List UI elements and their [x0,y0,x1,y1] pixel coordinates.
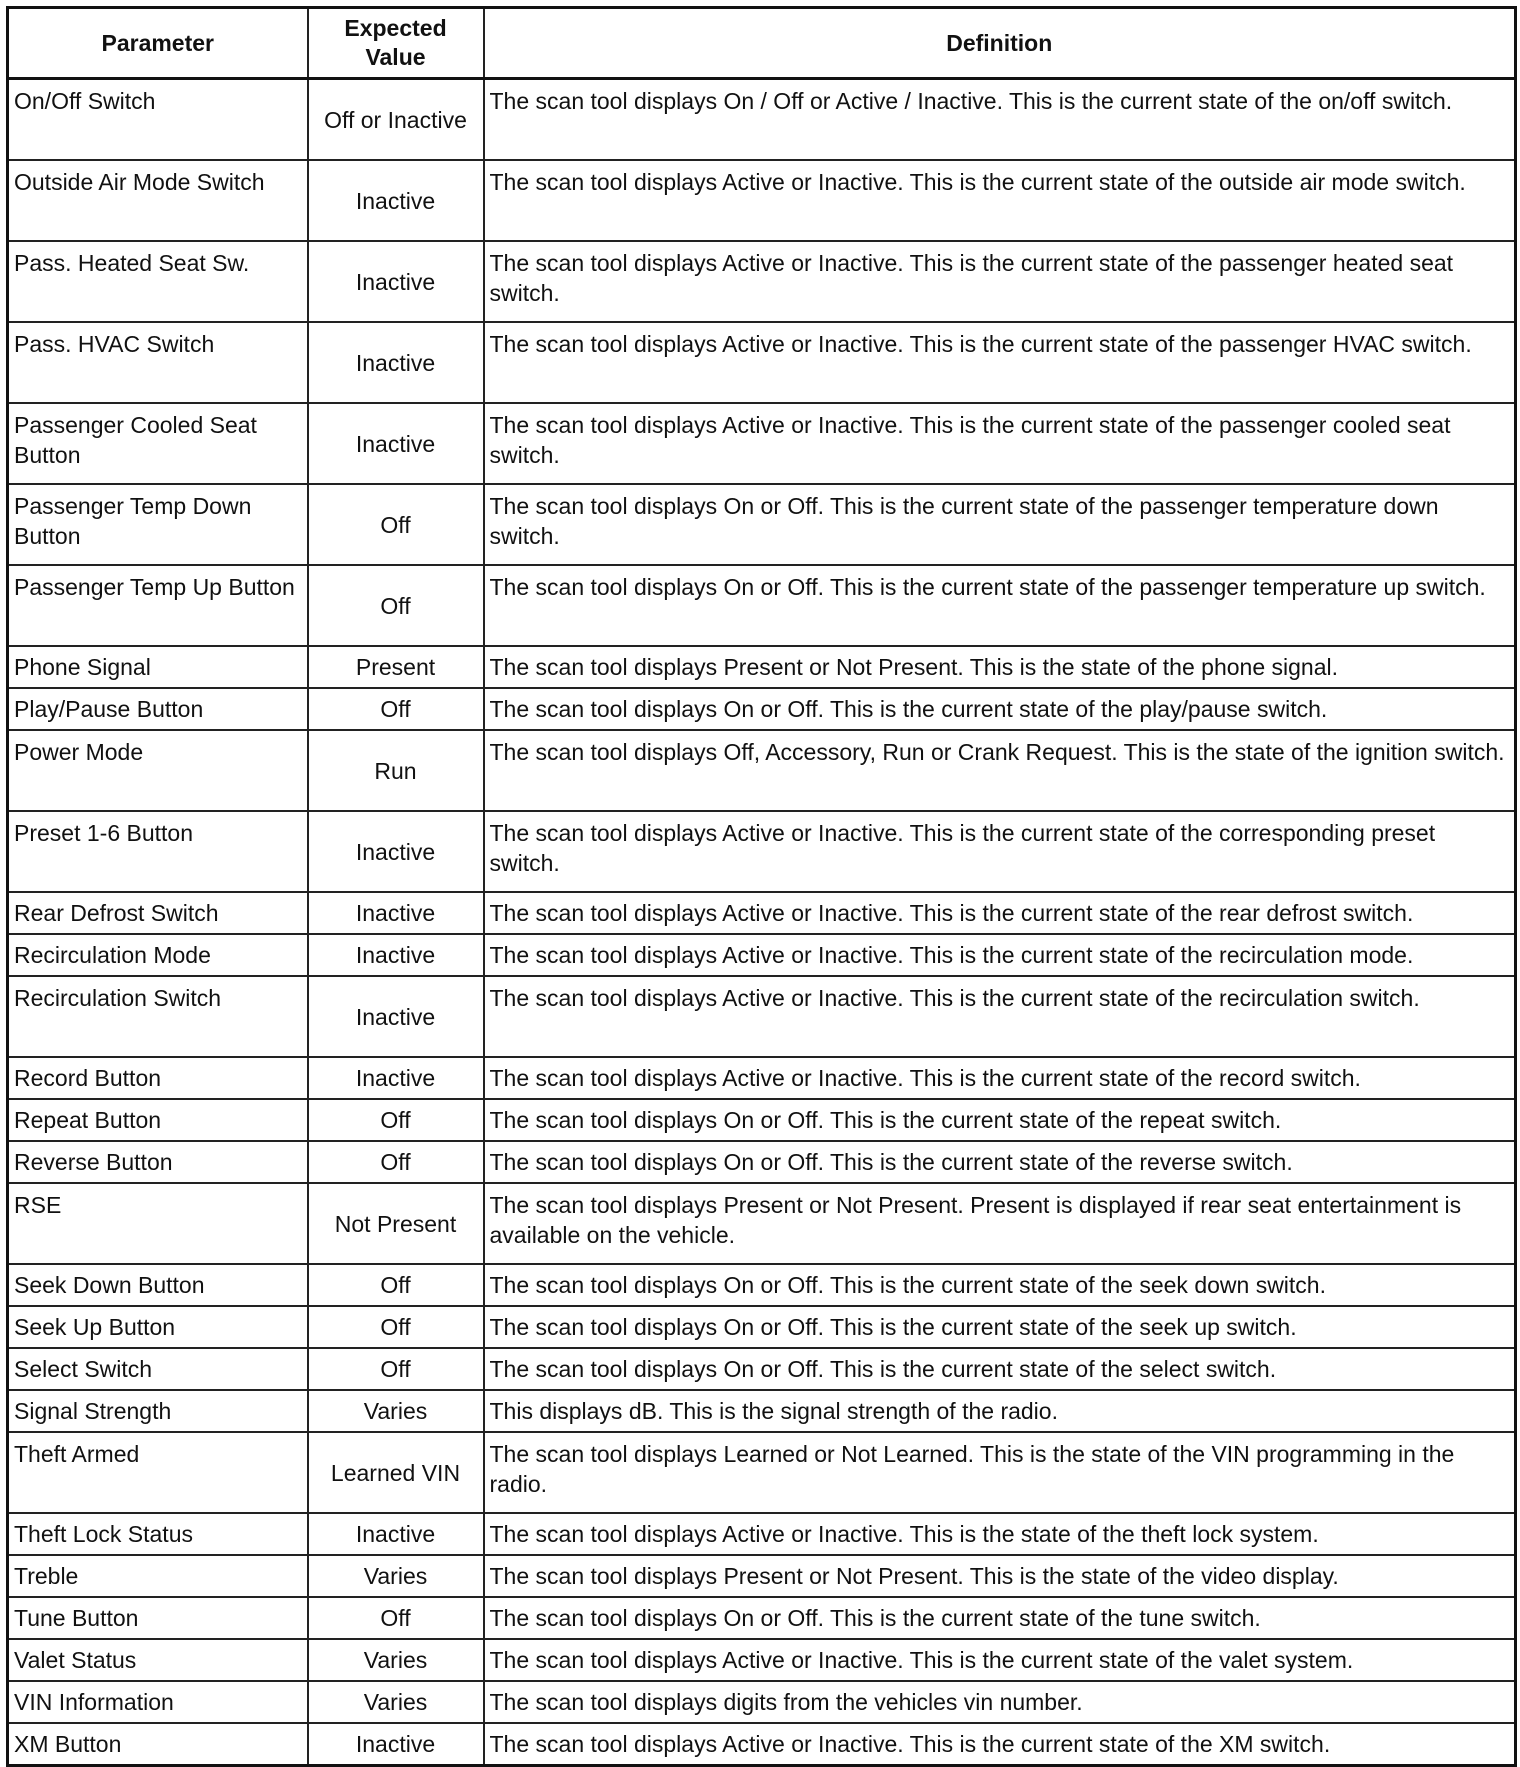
scan-tool-data-table [6,6,1517,1767]
cell-expected-value: Inactive [308,322,484,403]
cell-expected-value: Inactive [308,811,484,892]
cell-definition: The scan tool displays Active or Inactive. This is the current state of the corresponding preset switch. [484,811,1516,892]
cell-parameter: Tune Button [8,1597,308,1639]
header-parameter: Parameter [8,8,308,79]
cell-parameter: Pass. Heated Seat Sw. [8,241,308,322]
cell-parameter: Seek Down Button [8,1264,308,1306]
table-row [8,1639,1516,1681]
cell-expected-value: Off [308,484,484,565]
cell-parameter: Valet Status [8,1639,308,1681]
cell-definition: The scan tool displays On or Off. This is the current state of the seek down switch. [484,1264,1516,1306]
cell-parameter: Theft Lock Status [8,1513,308,1555]
cell-expected-value: Inactive [308,1057,484,1099]
cell-definition: The scan tool displays On or Off. This is the current state of the seek up switch. [484,1306,1516,1348]
cell-expected-value: Inactive [308,241,484,322]
cell-expected-value: Inactive [308,892,484,934]
cell-expected-value: Inactive [308,1723,484,1766]
table-row [8,1432,1516,1513]
cell-expected-value: Learned VIN [308,1432,484,1513]
table-row [8,934,1516,976]
table-row [8,241,1516,322]
table-row [8,1099,1516,1141]
cell-parameter: Passenger Temp Down Button [8,484,308,565]
table-row [8,688,1516,730]
header-expected-value-line2: Value [365,44,426,70]
cell-parameter: Pass. HVAC Switch [8,322,308,403]
cell-definition: The scan tool displays Active or Inactive. This is the current state of the record switch. [484,1057,1516,1099]
cell-parameter: XM Button [8,1723,308,1766]
cell-definition: The scan tool displays Present or Not Present. This is the state of the phone signal. [484,646,1516,688]
cell-parameter: Passenger Temp Up Button [8,565,308,646]
cell-definition: The scan tool displays Active or Inactive. This is the current state of the recirculation switch. [484,976,1516,1057]
cell-expected-value: Off [308,1141,484,1183]
table-row [8,1597,1516,1639]
cell-parameter: Seek Up Button [8,1306,308,1348]
cell-parameter: Outside Air Mode Switch [8,160,308,241]
cell-definition: The scan tool displays Active or Inactive. This is the current state of the passenger cooled seat switch. [484,403,1516,484]
cell-expected-value: Not Present [308,1183,484,1264]
table-row [8,79,1516,161]
cell-expected-value: Inactive [308,934,484,976]
cell-parameter: RSE [8,1183,308,1264]
cell-definition: The scan tool displays Present or Not Present. This is the state of the video display. [484,1555,1516,1597]
cell-definition: The scan tool displays Off, Accessory, Run or Crank Request. This is the state of the ignition switch. [484,730,1516,811]
table-row [8,1306,1516,1348]
cell-parameter: Power Mode [8,730,308,811]
cell-parameter: Signal Strength [8,1390,308,1432]
cell-expected-value: Off [308,1306,484,1348]
cell-parameter: VIN Information [8,1681,308,1723]
cell-parameter: Play/Pause Button [8,688,308,730]
cell-parameter: Rear Defrost Switch [8,892,308,934]
cell-definition: The scan tool displays On or Off. This is the current state of the passenger temperature up switch. [484,565,1516,646]
cell-expected-value: Off [308,1099,484,1141]
cell-parameter: Recirculation Switch [8,976,308,1057]
cell-definition: The scan tool displays Active or Inactive. This is the current state of the outside air mode switch. [484,160,1516,241]
table-row [8,1723,1516,1766]
table-header [8,8,1516,79]
cell-definition: The scan tool displays On or Off. This is the current state of the passenger temperature down switch. [484,484,1516,565]
table-row [8,1348,1516,1390]
cell-parameter: Record Button [8,1057,308,1099]
cell-definition: The scan tool displays On / Off or Active / Inactive. This is the current state of the on/off switch. [484,79,1516,161]
cell-parameter: Recirculation Mode [8,934,308,976]
cell-definition: The scan tool displays Active or Inactive. This is the current state of the rear defrost switch. [484,892,1516,934]
cell-parameter: Passenger Cooled Seat Button [8,403,308,484]
cell-definition: This displays dB. This is the signal strength of the radio. [484,1390,1516,1432]
cell-definition: The scan tool displays Learned or Not Learned. This is the state of the VIN programming in the radio. [484,1432,1516,1513]
cell-parameter: Phone Signal [8,646,308,688]
cell-expected-value: Inactive [308,976,484,1057]
cell-parameter: Select Switch [8,1348,308,1390]
cell-expected-value: Varies [308,1681,484,1723]
table-row [8,1555,1516,1597]
cell-definition: The scan tool displays On or Off. This is the current state of the select switch. [484,1348,1516,1390]
cell-definition: The scan tool displays Present or Not Present. Present is displayed if rear seat entertainment is available on the vehicle. [484,1183,1516,1264]
header-definition: Definition [484,8,1516,79]
cell-definition: The scan tool displays Active or Inactive. This is the current state of the XM switch. [484,1723,1516,1766]
cell-expected-value: Present [308,646,484,688]
cell-definition: The scan tool displays Active or Inactive. This is the current state of the recirculation mode. [484,934,1516,976]
table-row [8,1513,1516,1555]
cell-expected-value: Off [308,1348,484,1390]
cell-parameter: Preset 1-6 Button [8,811,308,892]
table-row [8,811,1516,892]
cell-definition: The scan tool displays On or Off. This is the current state of the tune switch. [484,1597,1516,1639]
cell-expected-value: Run [308,730,484,811]
table-row [8,1390,1516,1432]
cell-parameter: Repeat Button [8,1099,308,1141]
cell-definition: The scan tool displays digits from the vehicles vin number. [484,1681,1516,1723]
cell-expected-value: Off [308,1597,484,1639]
header-expected-value [308,8,484,79]
cell-parameter: On/Off Switch [8,79,308,161]
table-row [8,730,1516,811]
cell-definition: The scan tool displays On or Off. This is the current state of the play/pause switch. [484,688,1516,730]
cell-definition: The scan tool displays Active or Inactive. This is the state of the theft lock system. [484,1513,1516,1555]
cell-parameter: Theft Armed [8,1432,308,1513]
cell-expected-value: Inactive [308,160,484,241]
cell-expected-value: Off [308,1264,484,1306]
cell-expected-value: Off [308,688,484,730]
table-row [8,1057,1516,1099]
cell-expected-value: Off [308,565,484,646]
table-row [8,976,1516,1057]
table-body [8,79,1516,1766]
table-row [8,1681,1516,1723]
table-row [8,322,1516,403]
cell-parameter: Treble [8,1555,308,1597]
header-expected-value-line1: Expected [344,15,447,41]
table-row [8,892,1516,934]
cell-expected-value: Varies [308,1639,484,1681]
table-row [8,484,1516,565]
table-row [8,646,1516,688]
table-row [8,1183,1516,1264]
cell-expected-value: Off or Inactive [308,79,484,161]
table-row [8,403,1516,484]
header-row [8,8,1516,79]
cell-definition: The scan tool displays Active or Inactive. This is the current state of the valet system. [484,1639,1516,1681]
cell-parameter: Reverse Button [8,1141,308,1183]
cell-expected-value: Varies [308,1555,484,1597]
cell-definition: The scan tool displays Active or Inactive. This is the current state of the passenger heated seat switch. [484,241,1516,322]
table-row [8,565,1516,646]
table-row [8,1141,1516,1183]
cell-definition: The scan tool displays Active or Inactive. This is the current state of the passenger HVAC switch. [484,322,1516,403]
cell-expected-value: Inactive [308,1513,484,1555]
cell-definition: The scan tool displays On or Off. This is the current state of the repeat switch. [484,1099,1516,1141]
cell-definition: The scan tool displays On or Off. This is the current state of the reverse switch. [484,1141,1516,1183]
table-row [8,1264,1516,1306]
cell-expected-value: Varies [308,1390,484,1432]
scan-tool-data-table-container [6,6,1517,1767]
cell-expected-value: Inactive [308,403,484,484]
table-row [8,160,1516,241]
